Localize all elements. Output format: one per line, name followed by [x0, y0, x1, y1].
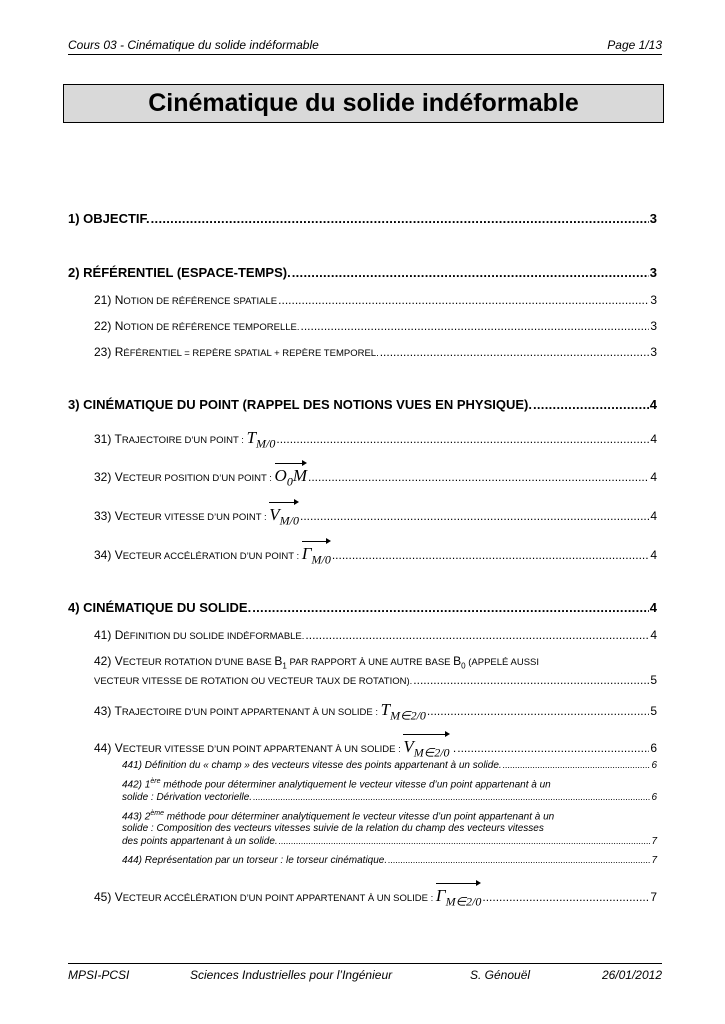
toc-entry-42[interactable]: 42) VECTEUR ROTATION D’UNE BASE $B_1$ PAR RAPPORT À UNE AUTRE BASE $B_0$ (APPELÉ AUSSI VECTEUR VITESSE DE ROTATION OU VECTEUR TAUX DE ROTATION). ..... 5 [94, 654, 657, 689]
toc-entry-442[interactable]: 442) 1ère méthode pour déterminer analytiquement le vecteur vitesse d’un point appartenant à un solide : Dérivation vectorielle. ..... 6 [122, 776, 657, 804]
page-header [68, 38, 662, 55]
solid-trajectory-symbol: $T_{M\in 2/0}$ [380, 700, 426, 723]
header-page-number: Page 1/13 [607, 38, 662, 52]
toc-entry-44[interactable]: 44) VECTEUR VITESSE D’UN POINT APPARTENANT À UN SOLIDE : $V_{M\in 2/0}$ . ..... 6 [94, 737, 657, 760]
toc-entry-3[interactable]: 3) CINÉMATIQUE DU POINT (RAPPEL DES NOTIONS VUES EN PHYSIQUE). ..... 4 [68, 397, 657, 412]
toc-entry-34[interactable]: 34) VECTEUR ACCÉLÉRATION D’UN POINT : $\Gamma_{M/0}$ ..... 4 [94, 544, 657, 567]
toc-entry-43[interactable]: 43) TRAJECTOIRE D’UN POINT APPARTENANT À UN SOLIDE : $T_{M\in 2/0}$ ..... 5 [94, 700, 657, 723]
solid-acceleration-vector-symbol: $\Gamma_{M\in 2/0}$ [435, 886, 482, 909]
footer-author: S. Génouël [470, 968, 531, 982]
toc-entry-4[interactable]: 4) CINÉMATIQUE DU SOLIDE. ..... 4 [68, 600, 657, 615]
toc-entry-444[interactable]: 444) Représentation par un torseur : le torseur cinématique. ..... 7 [122, 855, 657, 866]
velocity-vector-symbol: $V_{M/0}$ [269, 505, 300, 528]
footer-date: 26/01/2012 [601, 968, 662, 982]
toc-entry-45[interactable]: 45) VECTEUR ACCÉLÉRATION D’UN POINT APPARTENANT À UN SOLIDE : $\Gamma_{M\in 2/0}$ ..... 7 [94, 886, 657, 909]
toc-entry-31[interactable]: 31) TRAJECTOIRE D’UN POINT : $T_{M/0}$ ..... 4 [94, 428, 657, 451]
toc-entry-441[interactable]: 441) Définition du « champ » des vecteurs vitesse des points appartenant à un solide. ..... 6 [122, 760, 657, 771]
document-title: Cinématique du solide indéformable [148, 89, 579, 117]
acceleration-vector-symbol: $\Gamma_{M/0}$ [301, 544, 331, 567]
toc-entry-33[interactable]: 33) VECTEUR VITESSE D’UN POINT : $V_{M/0}$ ..... 4 [94, 505, 657, 528]
footer-class: MPSI-PCSI [68, 968, 130, 982]
trajectory-symbol: $T_{M/0}$ [246, 428, 276, 451]
position-vector-symbol: $O_0M$ [274, 466, 307, 489]
toc-entry-41[interactable]: 41) DÉFINITION DU SOLIDE INDÉFORMABLE. ..... 4 [94, 628, 657, 642]
page-footer [68, 963, 662, 984]
toc-entry-1[interactable]: 1) OBJECTIF. ..... 3 [68, 211, 657, 226]
footer-subject: Sciences Industrielles pour l’Ingénieur [190, 968, 393, 982]
toc-entry-443[interactable]: 443) 2ème méthode pour déterminer analytiquement le vecteur vitesse d’un point appartenant à un solide : Composition des vecteurs vitesses suivie de la relation du champ des vecteurs vitesses des points appartenant à un solide. ..... 7 [122, 808, 657, 848]
toc-entry-23[interactable]: 23) RÉFÉRENTIEL = REPÈRE SPATIAL + REPÈRE TEMPOREL. ..... 3 [94, 345, 657, 359]
toc-entry-32[interactable]: 32) VECTEUR POSITION D’UN POINT : $O_0M$ ..... 4 [94, 466, 657, 489]
solid-velocity-vector-symbol: $V_{M\in 2/0}$ [403, 737, 450, 760]
document-title-box [63, 84, 664, 123]
toc-entry-2[interactable]: 2) RÉFÉRENTIEL (ESPACE-TEMPS). ..... 3 [68, 265, 657, 280]
toc-entry-22[interactable]: 22) NOTION DE RÉFÉRENCE TEMPORELLE. ..... 3 [94, 319, 657, 333]
toc-entry-21[interactable]: 21) NOTION DE RÉFÉRENCE SPATIALE ..... 3 [94, 293, 657, 307]
header-course-title: Cours 03 - Cinématique du solide indéformable [68, 38, 319, 52]
